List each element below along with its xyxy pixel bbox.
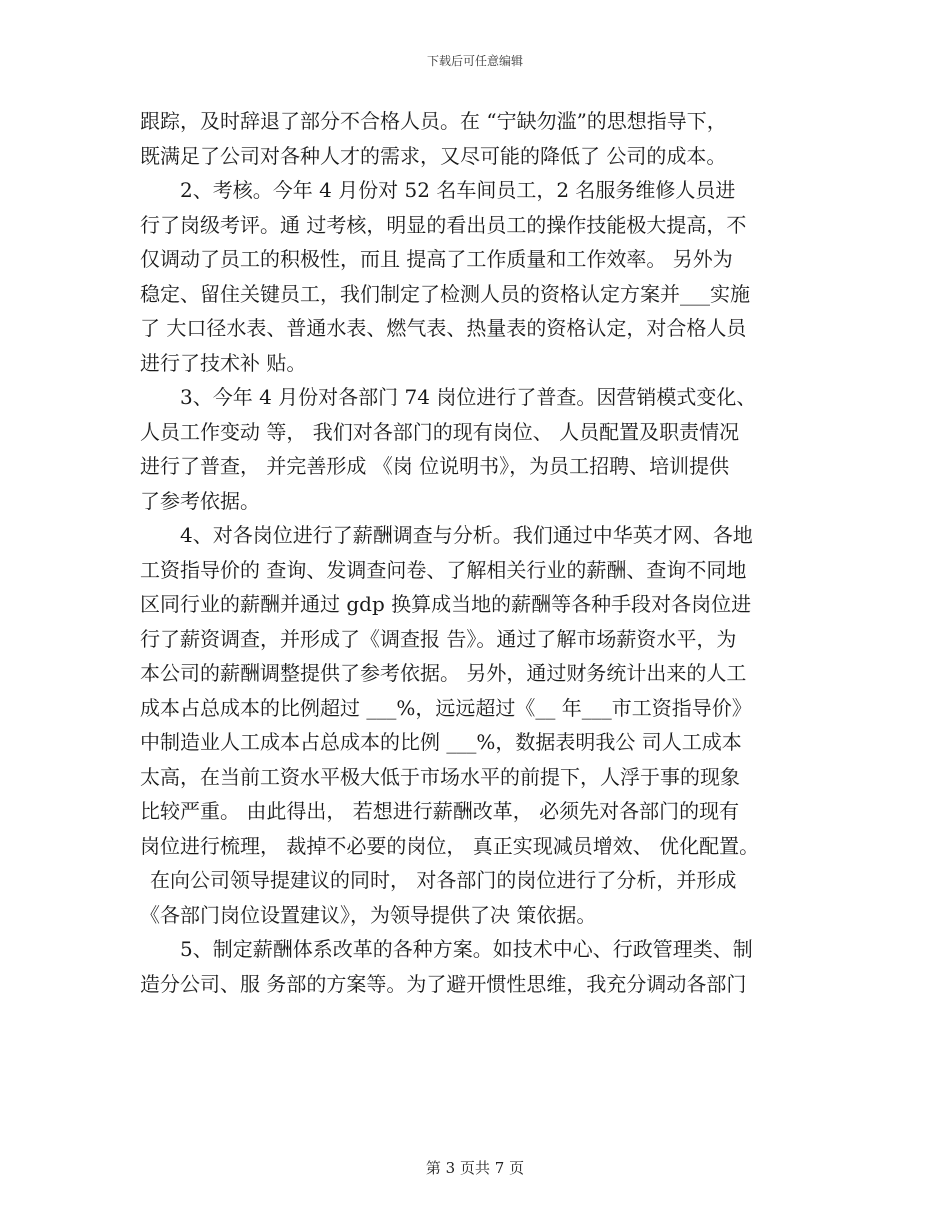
text-line: 人员工作变动 等， 我们对各部门的现有岗位、 人员配置及职责情况	[140, 419, 740, 444]
text-line: 仅调动了员工的积极性，而且 提高了工作质量和工作效率。 另外为	[140, 247, 733, 271]
paragraph-start: 3、今年 4 月份对各部门 74 岗位进行了普查。因营销模式变化、	[180, 385, 757, 409]
text-line: 工资指导价的 查询、发调查问卷、了解相关行业的薪酬、查询不同地	[140, 557, 747, 582]
text-line: 区同行业的薪酬并通过 gdp 换算成当地的薪酬等各种手段对各岗位进	[140, 592, 752, 616]
paragraph-start: 4、对各岗位进行了薪酬调查与分析。我们通过中华英才网、各地	[180, 523, 753, 547]
text-line: 造分公司、服 务部的方案等。为了避开惯性思维，我充分调动各部门	[140, 971, 747, 996]
document-body	[140, 104, 820, 1001]
text-line: 跟踪，及时辞退了部分不合格人员。在 “宁缺勿滥”的思想指导下，	[140, 109, 727, 133]
text-line: 岗位进行梳理， 裁掉不必要的岗位， 真正实现减员增效、 优化配置。	[140, 833, 760, 858]
text-line: 了 大口径水表、普通水表、燃气表、热量表的资格认定，对合格人员	[140, 316, 747, 340]
text-line: 《各部门岗位设置建议》，为领导提供了决 策依据。	[140, 902, 597, 927]
text-line: 成本占总成本的比例超过 ___%，远远超过《__ 年___市工资指导价》	[140, 695, 752, 720]
page-header: 下载后可任意编辑	[426, 54, 523, 68]
text-line: 了参考依据。	[140, 488, 260, 513]
text-line: 太高，在当前工资水平极大低于市场水平的前提下，人浮于事的现象	[140, 764, 740, 789]
paragraph-start: 2、考核。今年 4 月份对 52 名车间员工，2 名服务维修人员进	[180, 178, 736, 202]
paragraph-start: 5、制定薪酬体系改革的各种方案。如技术中心、行政管理类、制	[180, 937, 753, 961]
text-line: 行了薪资调查，并形成了《调查报 告》。通过了解市场薪资水平，为	[140, 626, 737, 651]
text-line: 既满足了公司对各种人才的需求，又尽可能的降低了 公司的成本。	[140, 143, 727, 168]
text-line: 本公司的薪酬调整提供了参考依据。 另外，通过财务统计出来的人工	[140, 661, 747, 685]
text-line: 在向公司领导提建议的同时， 对各部门的岗位进行了分析，并形成	[150, 868, 737, 892]
text-line: 比较严重。 由此得出， 若想进行薪酬改革， 必须先对各部门的现有	[140, 799, 740, 823]
page-footer: 第 3 页共 7 页	[425, 1159, 525, 1177]
text-line: 行了岗级考评。通 过考核，明显的看出员工的操作技能极大提高，不	[140, 212, 747, 237]
text-line: 稳定、留住关键员工，我们制定了检测人员的资格认定方案并___实施	[140, 281, 750, 306]
text-line: 进行了技术补 贴。	[140, 350, 307, 375]
text-line: 进行了普查， 并完善形成 《岗 位说明书》，为员工招聘、培训提供	[140, 454, 730, 478]
text-line: 中制造业人工成本占总成本的比例 ___%，数据表明我公 司人工成本	[140, 730, 742, 754]
